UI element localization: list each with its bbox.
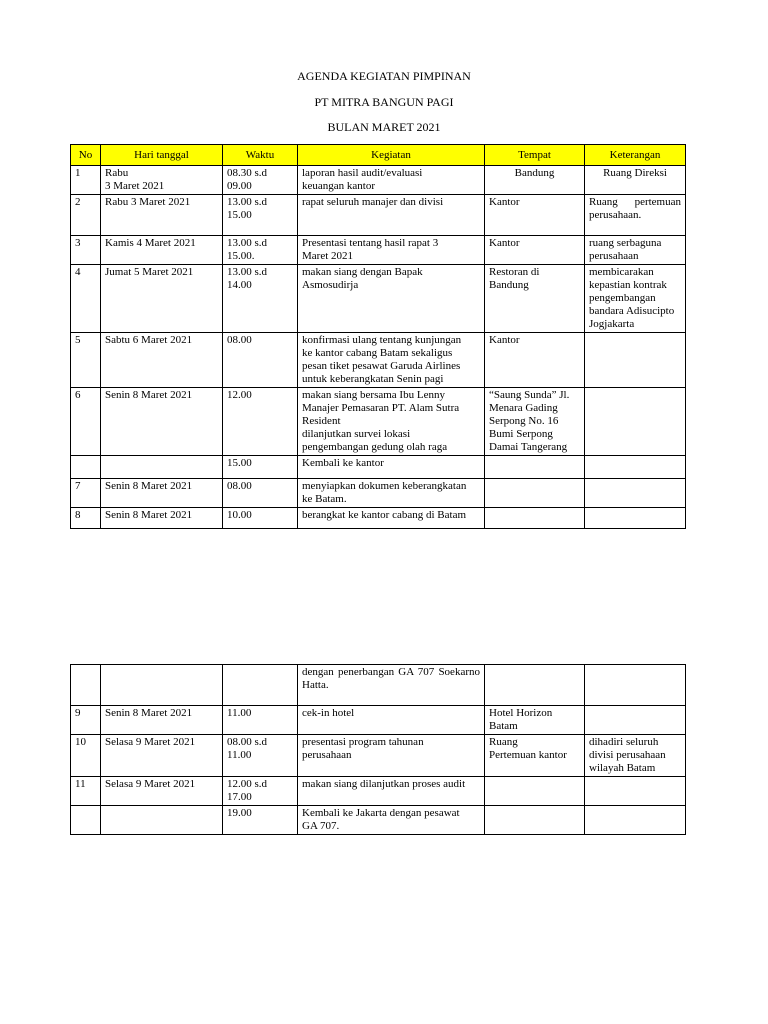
period-title: BULAN MARET 2021 [327, 120, 441, 134]
cell-waktu: 08.00 s.d 11.00 [223, 735, 298, 777]
cell-waktu [223, 665, 298, 706]
doc-title: AGENDA KEGIATAN PIMPINAN [297, 69, 471, 83]
cell-keterangan: Ruang pertemuan perusahaan. [585, 195, 686, 236]
cell-no: 4 [71, 265, 101, 333]
cell-kegiatan: makan siang dengan Bapak Asmosudirja [298, 265, 485, 333]
cell-kegiatan: Kembali ke Jakarta dengan pesawat GA 707. [298, 806, 485, 835]
cell-keterangan: ruang serbaguna perusahaan [585, 236, 686, 265]
cell-keterangan [585, 388, 686, 456]
cell-kegiatan: Presentasi tentang hasil rapat 3 Maret 2021 [298, 236, 485, 265]
cell-keterangan [585, 665, 686, 706]
header-no: No [71, 145, 101, 166]
cell-no: 10 [71, 735, 101, 777]
cell-waktu: 08.00 [223, 479, 298, 508]
cell-no: 8 [71, 508, 101, 529]
table-row [71, 236, 686, 265]
cell-keterangan [585, 806, 686, 835]
cell-no [71, 806, 101, 835]
cell-tanggal: Rabu 3 Maret 2021 [101, 195, 223, 236]
table-row [71, 195, 686, 236]
cell-no [71, 456, 101, 479]
agenda-table-1 [70, 144, 686, 529]
cell-waktu: 08.00 [223, 333, 298, 388]
cell-keterangan [585, 333, 686, 388]
cell-tempat: Ruang Pertemuan kantor [485, 735, 585, 777]
cell-tanggal [101, 456, 223, 479]
table-row [71, 479, 686, 508]
cell-kegiatan: laporan hasil audit/evaluasi keuangan kantor [298, 166, 485, 195]
cell-tanggal: Senin 8 Maret 2021 [101, 388, 223, 456]
cell-no: 11 [71, 777, 101, 806]
cell-waktu: 10.00 [223, 508, 298, 529]
cell-waktu: 13.00 s.d 15.00 [223, 195, 298, 236]
cell-tanggal: Selasa 9 Maret 2021 [101, 735, 223, 777]
cell-tempat: “Saung Sunda” Jl. Menara Gading Serpong No. 16 Bumi Serpong Damai Tangerang [485, 388, 585, 456]
cell-kegiatan: berangkat ke kantor cabang di Batam [298, 508, 485, 529]
cell-no: 6 [71, 388, 101, 456]
cell-tempat: Kantor [485, 333, 585, 388]
cell-keterangan: dihadiri seluruh divisi perusahaan wilayah Batam [585, 735, 686, 777]
table-row [71, 706, 686, 735]
cell-no: 2 [71, 195, 101, 236]
cell-tanggal: Kamis 4 Maret 2021 [101, 236, 223, 265]
header-waktu: Waktu [223, 145, 298, 166]
cell-keterangan [585, 456, 686, 479]
cell-tanggal [101, 665, 223, 706]
company-name: PT MITRA BANGUN PAGI [314, 95, 454, 109]
cell-tanggal [101, 806, 223, 835]
cell-tanggal: Senin 8 Maret 2021 [101, 508, 223, 529]
cell-kegiatan: Kembali ke kantor [298, 456, 485, 479]
cell-tempat: Bandung [485, 166, 585, 195]
cell-tempat: Kantor [485, 195, 585, 236]
cell-waktu: 12.00 [223, 388, 298, 456]
cell-waktu: 11.00 [223, 706, 298, 735]
cell-kegiatan: rapat seluruh manajer dan divisi [298, 195, 485, 236]
cell-kegiatan: makan siang bersama Ibu Lenny Manajer Pemasaran PT. Alam Sutra Resident dilanjutkan survei lokasi pengembangan gedung olah raga [298, 388, 485, 456]
cell-tempat: Kantor [485, 236, 585, 265]
cell-tempat [485, 456, 585, 479]
table-row [71, 388, 686, 456]
cell-waktu: 19.00 [223, 806, 298, 835]
cell-tanggal: Rabu 3 Maret 2021 [101, 166, 223, 195]
cell-waktu: 13.00 s.d 14.00 [223, 265, 298, 333]
table-row [71, 333, 686, 388]
cell-tempat [485, 777, 585, 806]
cell-waktu: 08.30 s.d 09.00 [223, 166, 298, 195]
table-row [71, 265, 686, 333]
cell-no: 3 [71, 236, 101, 265]
cell-tempat: Hotel Horizon Batam [485, 706, 585, 735]
cell-tempat [485, 665, 585, 706]
cell-waktu: 12.00 s.d 17.00 [223, 777, 298, 806]
cell-tanggal: Senin 8 Maret 2021 [101, 706, 223, 735]
table-row [71, 508, 686, 529]
table-row [71, 166, 686, 195]
cell-kegiatan: makan siang dilanjutkan proses audit [298, 777, 485, 806]
cell-no: 7 [71, 479, 101, 508]
header-tempat: Tempat [485, 145, 585, 166]
cell-keterangan [585, 777, 686, 806]
header-kegiatan: Kegiatan [298, 145, 485, 166]
header-keterangan: Keterangan [585, 145, 686, 166]
cell-kegiatan: cek-in hotel [298, 706, 485, 735]
table-row [71, 456, 686, 479]
cell-keterangan [585, 706, 686, 735]
cell-no: 1 [71, 166, 101, 195]
cell-tanggal: Senin 8 Maret 2021 [101, 479, 223, 508]
cell-tempat [485, 479, 585, 508]
cell-no: 9 [71, 706, 101, 735]
cell-waktu: 15.00 [223, 456, 298, 479]
cell-keterangan [585, 479, 686, 508]
cell-tanggal: Sabtu 6 Maret 2021 [101, 333, 223, 388]
cell-tempat: Restoran di Bandung [485, 265, 585, 333]
cell-no [71, 665, 101, 706]
cell-kegiatan: dengan penerbangan GA 707 Soekarno Hatta. [298, 665, 485, 706]
cell-tanggal: Selasa 9 Maret 2021 [101, 777, 223, 806]
cell-kegiatan: konfirmasi ulang tentang kunjungan ke kantor cabang Batam sekaligus pesan tiket pesawat Garuda Airlines untuk keberangkatan Senin pagi [298, 333, 485, 388]
cell-waktu: 13.00 s.d 15.00. [223, 236, 298, 265]
table-row [71, 735, 686, 777]
table-row [71, 777, 686, 806]
agenda-table-2 [70, 664, 686, 835]
table-row [71, 806, 686, 835]
table-row [71, 665, 686, 706]
table-header-row [71, 145, 686, 166]
cell-no: 5 [71, 333, 101, 388]
cell-keterangan: membicarakan kepastian kontrak pengembangan bandara Adisucipto Jogjakarta [585, 265, 686, 333]
cell-keterangan: Ruang Direksi [585, 166, 686, 195]
cell-keterangan [585, 508, 686, 529]
cell-tempat [485, 508, 585, 529]
cell-tempat [485, 806, 585, 835]
cell-tanggal: Jumat 5 Maret 2021 [101, 265, 223, 333]
cell-kegiatan: presentasi program tahunan perusahaan [298, 735, 485, 777]
header-hari-tanggal: Hari tanggal [101, 145, 223, 166]
cell-kegiatan: menyiapkan dokumen keberangkatan ke Batam. [298, 479, 485, 508]
